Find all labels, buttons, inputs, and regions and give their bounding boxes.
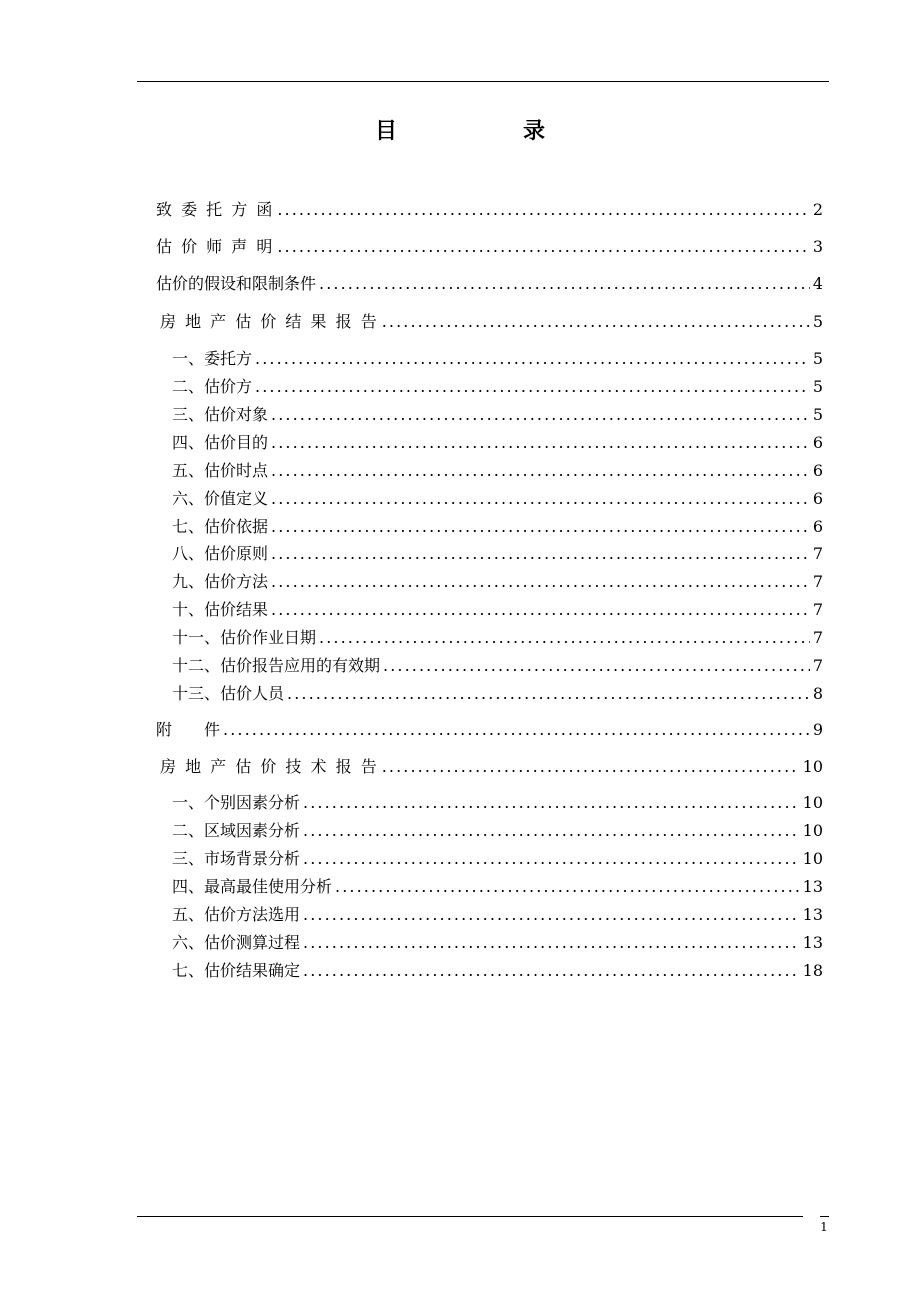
toc-leader (319, 627, 810, 649)
toc-entry[interactable] (156, 199, 823, 221)
toc-entry-label: 三、市场背景分析 (172, 849, 301, 868)
toc-entry-label: 四、估价目的 (172, 433, 269, 452)
toc-entry-page: 6 (812, 517, 823, 536)
toc-entry-page: 10 (802, 757, 823, 776)
toc-entry-page: 7 (812, 656, 823, 675)
toc-entry[interactable] (172, 655, 823, 677)
toc-entry-label: 四、最高最佳使用分析 (172, 877, 333, 896)
toc-entry-label: 十、估价结果 (172, 600, 269, 619)
toc-entry[interactable] (172, 543, 823, 565)
toc-entry-page: 3 (812, 237, 823, 256)
toc-leader (382, 311, 810, 333)
toc-leader (303, 960, 800, 982)
toc-leader (271, 404, 810, 426)
toc-entry-label: 六、价值定义 (172, 489, 269, 508)
toc-leader (271, 516, 810, 538)
page-number: 1 (820, 1220, 828, 1234)
toc-leader (287, 683, 810, 705)
toc-entry-label: 估 价 师 声 明 (156, 237, 275, 256)
toc-entry[interactable] (172, 571, 823, 593)
toc-entry[interactable] (172, 876, 823, 898)
toc-entry-page: 13 (802, 905, 823, 924)
toc-entry[interactable] (172, 404, 823, 426)
toc-entry-label: 房 地 产 估 价 技 术 报 告 (160, 757, 379, 776)
toc-entry[interactable] (172, 792, 823, 814)
toc-leader (255, 348, 810, 370)
toc-entry-page: 5 (812, 377, 823, 396)
toc-entry-page: 10 (802, 849, 823, 868)
toc-leader (303, 792, 800, 814)
toc-entry-label: 一、个别因素分析 (172, 793, 301, 812)
toc-entry-label: 二、区域因素分析 (172, 821, 301, 840)
toc-entry-page: 7 (812, 544, 823, 563)
toc-leader (303, 932, 800, 954)
toc-leader (271, 432, 810, 454)
toc-leader (255, 376, 810, 398)
footer-rule (137, 1216, 803, 1217)
toc-entry[interactable] (172, 348, 823, 370)
toc-entry-page: 8 (812, 684, 823, 703)
toc-entry-page: 9 (812, 720, 823, 739)
toc-entry-label: 十二、估价报告应用的有效期 (172, 656, 381, 675)
toc-leader (335, 876, 800, 898)
toc-entry-label: 五、估价时点 (172, 461, 269, 480)
toc-entry-page: 10 (802, 821, 823, 840)
toc-entry[interactable] (172, 599, 823, 621)
toc-entry-label: 估价的假设和限制条件 (156, 274, 317, 293)
page-number-rule (820, 1216, 829, 1217)
toc-entry[interactable] (172, 376, 823, 398)
toc-entry-page: 18 (802, 961, 823, 980)
toc-entry-label: 七、估价结果确定 (172, 961, 301, 980)
page-title: 目 录 (374, 118, 597, 144)
toc-entry[interactable] (160, 311, 823, 333)
toc-entry-page: 7 (812, 572, 823, 591)
toc-entry-page: 6 (812, 433, 823, 452)
toc-entry[interactable] (172, 932, 823, 954)
toc-entry-label: 房 地 产 估 价 结 果 报 告 (160, 312, 379, 331)
toc-entry[interactable] (172, 683, 823, 705)
toc-entry-label: 五、估价方法选用 (172, 905, 301, 924)
toc-leader (277, 236, 809, 258)
toc-leader (271, 543, 810, 565)
toc-entry-page: 5 (812, 312, 823, 331)
toc-entry-page: 2 (812, 200, 823, 219)
toc-entry-label: 六、估价测算过程 (172, 933, 301, 952)
toc-entry-label: 九、估价方法 (172, 572, 269, 591)
toc-entry[interactable] (160, 756, 823, 778)
toc-entry-page: 5 (812, 349, 823, 368)
toc-entry-label: 十一、估价作业日期 (172, 628, 317, 647)
toc-leader (271, 599, 810, 621)
toc-entry[interactable] (172, 516, 823, 538)
toc-leader (383, 655, 810, 677)
header-rule (137, 81, 829, 82)
toc-entry[interactable] (172, 460, 823, 482)
toc-leader (271, 488, 810, 510)
toc-entry-label: 附 件 (156, 720, 221, 739)
toc-entry-label: 三、估价对象 (172, 405, 269, 424)
toc-entry-label: 十三、估价人员 (172, 684, 285, 703)
toc-entry[interactable] (172, 848, 823, 870)
toc-entry-page: 4 (812, 274, 823, 293)
toc-entry-page: 5 (812, 405, 823, 424)
toc-leader (303, 848, 800, 870)
toc-leader (303, 820, 800, 842)
toc-entry-label: 一、委托方 (172, 349, 253, 368)
toc-leader (303, 904, 800, 926)
toc-entry-page: 6 (812, 489, 823, 508)
toc-entry-label: 二、估价方 (172, 377, 253, 396)
toc-leader (271, 460, 810, 482)
toc-entry-page: 7 (812, 628, 823, 647)
toc-entry[interactable] (172, 960, 823, 982)
toc-leader (277, 199, 809, 221)
toc-leader (382, 756, 800, 778)
toc-entry-label: 致 委 托 方 函 (156, 200, 275, 219)
toc-entry-page: 13 (802, 877, 823, 896)
toc-entry-label: 八、估价原则 (172, 544, 269, 563)
toc-entry[interactable] (172, 488, 823, 510)
toc-entry[interactable] (172, 627, 823, 649)
toc-entry-page: 13 (802, 933, 823, 952)
toc-entry-page: 7 (812, 600, 823, 619)
toc-leader (319, 273, 810, 295)
toc-entry[interactable] (172, 904, 823, 926)
toc-entry[interactable] (156, 719, 823, 741)
toc-entry-page: 6 (812, 461, 823, 480)
toc-entry-label: 七、估价依据 (172, 517, 269, 536)
toc-entry-page: 10 (802, 793, 823, 812)
toc-leader (271, 571, 810, 593)
toc-leader (223, 719, 810, 741)
toc-entry[interactable] (172, 432, 823, 454)
toc-entry[interactable] (172, 820, 823, 842)
toc-entry[interactable] (156, 236, 823, 258)
toc-entry[interactable] (156, 273, 823, 295)
